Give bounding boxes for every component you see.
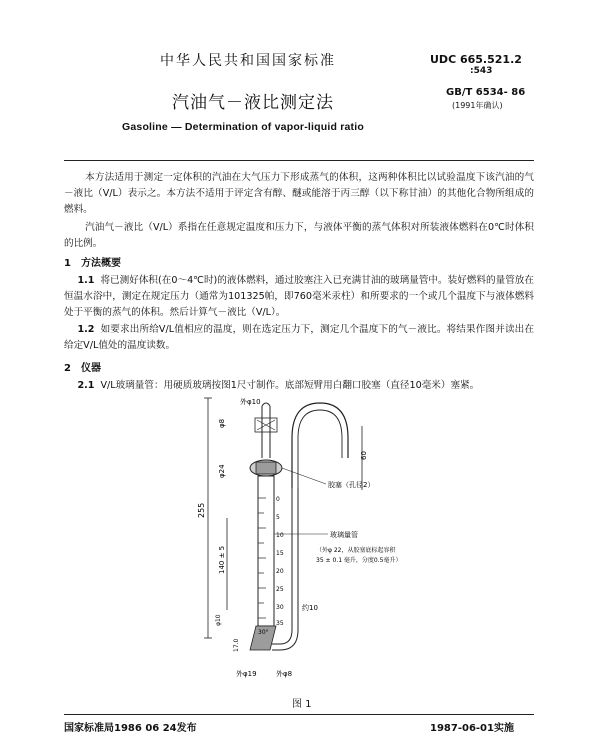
label-tube-note2: 35 ± 0.1 毫升，分度0.5毫升） [316,557,402,564]
label-d17: 17.0 [233,638,240,652]
rubber-stopper [256,462,276,474]
label-outer8: 外φ8 [276,670,293,678]
label-about10: 约10 [302,604,318,612]
footer-rule [64,714,534,715]
intro-paragraph-2: 汽油气－液比（V/L）系指在任意规定温度和压力下，与液体平衡的蒸气体积对所装液体燃料在0℃时体积的比例。 [64,222,534,249]
label-stopper: 胶塞（孔径2） [328,481,375,489]
neck-clamp-hatch [257,420,275,430]
effective-date: 1987-06-01实施 [430,723,514,734]
section-1-1-text: 将已测好体积(在0～4℃时)的液体燃料，通过胶塞注入已充满甘油的玻璃量管中。装好燃料的量管放在恒温水浴中，测定在规定压力（通常为101325帕，即760毫米汞柱）和所要求的一个或几个温度下与液体燃料处于平衡的蒸气的体积。然后计算气－液比（V/L）。 [64,275,534,318]
label-outer19: 外φ19 [236,670,257,678]
section-1-2-num: 1.2 [77,324,95,335]
figure-caption: 图 1 [292,699,312,710]
label-len140: 140 ± 5 [218,545,226,574]
figure-1-burette-diagram [197,398,440,688]
intro-paragraph-1: 本方法适用于测定一定体积的汽油在大气压力下形成蒸气的体积，这两种体积比以试验温度下该汽油的气－液比（V/L）表示之。本方法不适用于评定含有醇、醚或能溶于丙三醇（以下称甘油）的其他化合物所组成的燃料。 [64,172,534,215]
label-tube: 玻璃量管 [330,531,358,539]
section-2-title: 2 仪器 [64,363,101,374]
label-outer10: 外φ10 [240,398,261,406]
label-d24: φ24 [218,464,226,478]
label-d10: φ10 [215,614,222,626]
header-rule [64,160,534,161]
label-len60: 60 [360,451,368,460]
scale-mark-35: 35 [276,620,284,627]
section-1-2 [64,322,534,354]
standard-org: 中华人民共和国国家标准 [160,53,336,69]
scale-mark-5: 5 [276,514,280,521]
section-1-1 [64,273,534,321]
section-2-1-text: V/L玻璃量管：用硬质玻璃按图1尺寸制作。底部短臂用白翻口胶塞（直径10毫米）塞紧。 [100,380,480,391]
top-neck-cap [262,403,270,406]
leader-stopper [282,468,326,484]
scale-mark-25: 25 [276,586,284,593]
issue-date: 国家标准局1986 06 24发布 [64,723,197,734]
section-1-title: 1 方法概要 [64,258,121,269]
scale-mark-30: 30 [276,604,284,611]
side-arm-outer [292,403,348,488]
gb-confirm: (1991年确认) [452,101,503,110]
section-2-1-num: 2.1 [77,380,95,391]
section-1-2-text: 如要求出所给V/L值相应的温度，则在选定压力下，测定几个温度下的气－液比。将结果作图并读出在给定V/L值处的温度读数。 [64,324,534,351]
label-d8: φ8 [218,418,226,428]
scale-mark-15: 15 [276,550,284,557]
label-len255: 255 [197,502,206,518]
title-cn: 汽油气－液比测定法 [172,93,334,113]
section-1-1-num: 1.1 [77,275,95,286]
label-tube-note1: （外φ 22，从胶塞底标起容积 [316,547,396,554]
udc-sub: :543 [470,66,493,76]
scale-mark-20: 20 [276,568,284,575]
section-2-1 [64,378,534,394]
title-en: Gasoline — Determination of vapor-liquid ratio [122,121,364,133]
scale-mark-0: 0 [276,496,280,503]
udc-code: UDC 665.521.2 [430,53,522,66]
graduated-tube [258,476,274,626]
scale-mark-10: 10 [276,532,284,539]
gb-code: GB/T 6534- 86 [446,87,526,98]
scale-marks [258,498,266,618]
label-deg30: 30° [258,629,269,636]
